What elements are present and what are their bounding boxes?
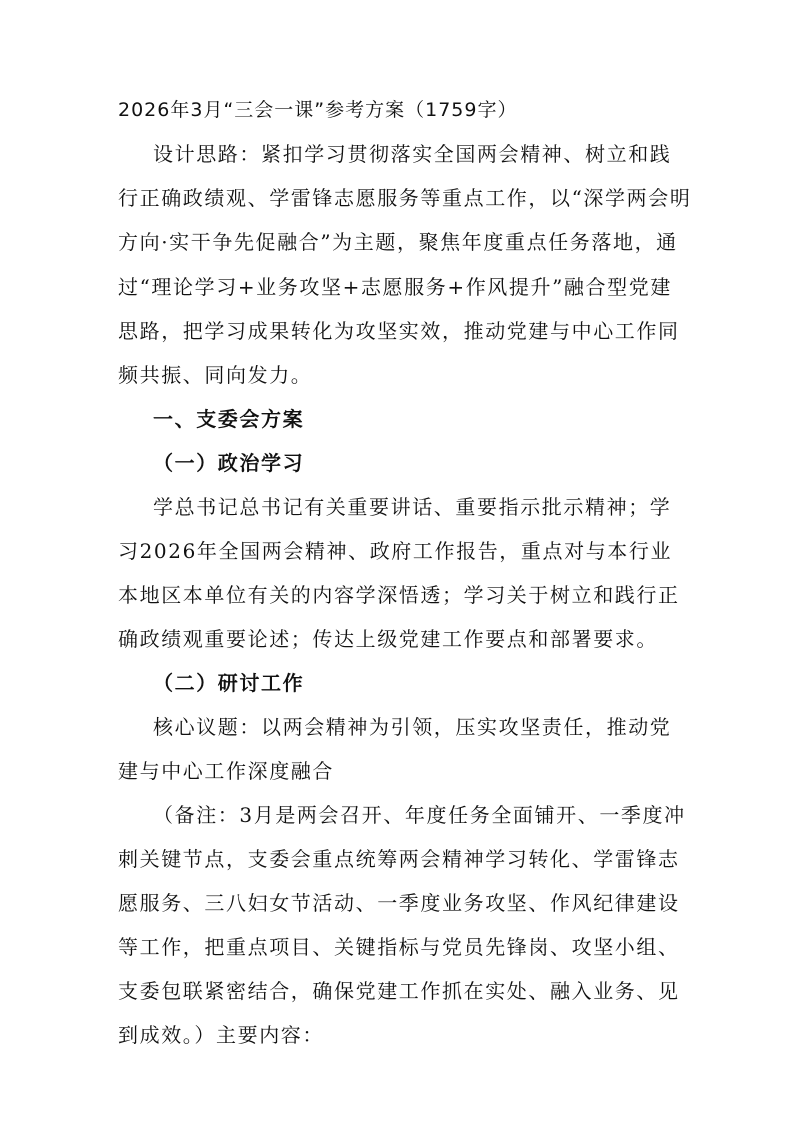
paragraph-line: 思路，把学习成果转化为攻坚实效，推动党建与中心工作同	[118, 319, 680, 343]
paragraph-line: 等工作，把重点项目、关键指标与党员先锋岗、攻坚小组、	[118, 935, 680, 959]
subsection-heading: （一）政治学习	[153, 451, 305, 475]
paragraph-line: 确政绩观重要论述；传达上级党建工作要点和部署要求。	[118, 627, 658, 651]
paragraph-line: 方向·实干争先促融合”为主题，聚焦年度重点任务落地，通	[118, 230, 678, 254]
paragraph-line: 本地区本单位有关的内容学深悟透；学习关于树立和践行正	[118, 583, 680, 607]
section-heading: 一、支委会方案	[153, 407, 305, 431]
paragraph-line: 核心议题：以两会精神为引领，压实攻坚责任，推动党	[153, 715, 672, 739]
paragraph-line: （备注：3月是两会召开、年度任务全面铺开、一季度冲	[153, 803, 686, 827]
paragraph-line: 过“理论学习+业务攻坚+志愿服务+作风提升”融合型党建	[118, 275, 672, 299]
paragraph-line: 支委包联紧密结合，确保党建工作抓在实处、融入业务、见	[118, 979, 680, 1003]
paragraph-line: 设计思路：紧扣学习贯彻落实全国两会精神、树立和践	[153, 142, 672, 166]
document-title: 2026年3月“三会一课”参考方案（1759字）	[118, 99, 518, 121]
paragraph-line: 频共振、同向发力。	[118, 363, 313, 387]
paragraph-line: 到成效。）主要内容：	[118, 1023, 324, 1047]
subsection-heading: （二）研讨工作	[153, 671, 305, 695]
paragraph-line: 刺关键节点，支委会重点统筹两会精神学习转化、学雷锋志	[118, 847, 680, 871]
paragraph-line: 习2026年全国两会精神、政府工作报告，重点对与本行业	[118, 539, 673, 563]
paragraph-line: 愿服务、三八妇女节活动、一季度业务攻坚、作风纪律建设	[118, 891, 680, 915]
paragraph-line: 建与中心工作深度融合	[118, 759, 334, 783]
paragraph-line: 学总书记总书记有关重要讲话、重要指示批示精神；学	[153, 495, 672, 519]
paragraph-line: 行正确政绩观、学雷锋志愿服务等重点工作，以“深学两会明	[118, 186, 692, 210]
